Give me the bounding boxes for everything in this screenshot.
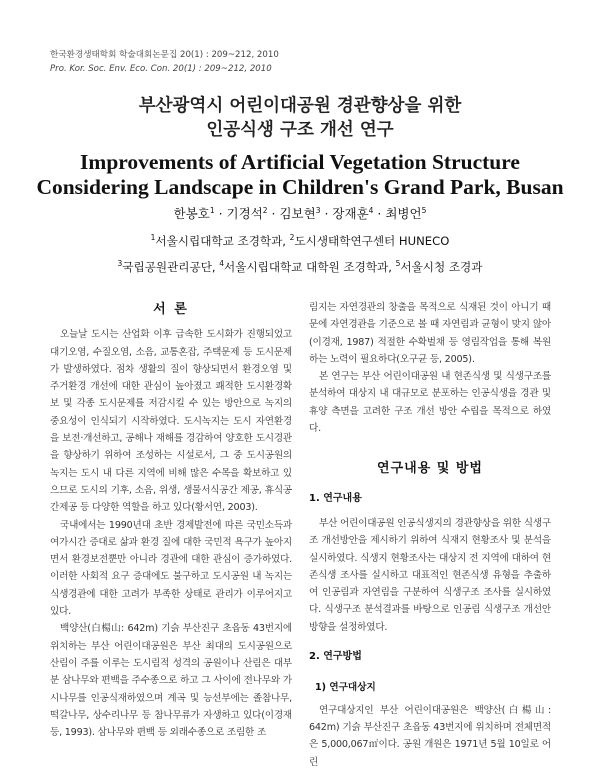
- affiliation-mark: 4: [219, 259, 225, 269]
- right-column: [309, 299, 551, 771]
- body-paragraph: 림지는 자연경관의 창출을 목적으로 식재된 것이 아니기 때문에 자연경관을 기준으로 볼 때 자연림과 균형이 맞지 않아(이경재, 1987) 적절한 수확벌채 등 영림작업을 통해 복원하는 노력이 필요하다(오구균 등, 2005).: [309, 302, 551, 365]
- author-affiliation-mark: 5: [421, 205, 427, 215]
- affiliation-text: 도시생태학연구센터 HUNECO: [294, 234, 450, 248]
- affiliation-mark: 2: [289, 233, 295, 243]
- journal-citation-en: Pro. Kor. Soc. Env. Eco. Con. 20(1) : 209~212, 2010: [50, 64, 272, 74]
- affiliation-line-1: [0, 233, 600, 249]
- author-name: 김보현: [279, 206, 316, 221]
- affiliation-text: 서울시립대학교 대학원 조경학과,: [224, 260, 396, 274]
- body-paragraph: 오늘날 도시는 산업화 이후 급속한 도시화가 진행되었고 대기오염, 수질오염, 소음, 교통혼잡, 주택문제 등 도시문제가 발생하였다. 점차 생활의 질이 향상되면서 환경오염 및 주거환경 개선에 대한 관심이 높아졌고 쾌적한 도시환경확보 및 각종 도시문제를 저감시킬 수 있는 방안으로 녹지의 중요성이 인식되기 시작하였다. 도시녹지는 도시 자연환경을 보전·개선하고, 공해나 재해를 경감하여 양호한 도시경관을 향상하기 위하여 조성하는 시설로서, 그 중 도시공원의 녹지는 도시 내 다른 지역에 비해 많은 수목을 확보하고 있으므로 도시의 기후, 소음, 위생, 생물서식공간 제공, 휴식공간제공 등 다양한 역할을 하고 있다(황서연, 2003).: [50, 329, 292, 514]
- affiliation-line-2: [0, 259, 600, 275]
- author-separator: ·: [320, 206, 333, 221]
- author-name: 장재훈: [332, 206, 369, 221]
- journal-header: [50, 48, 279, 76]
- author-name: 최병언: [385, 206, 422, 221]
- affiliation-text: 서울시립대학교 조경학과,: [155, 234, 290, 248]
- english-title: [0, 150, 600, 200]
- affiliation-mark: 5: [395, 259, 401, 269]
- author-name: 한봉호: [173, 206, 210, 221]
- body-paragraph: 백양산(白楊山: 642m) 기슭 부산진구 초읍동 43번지에 위치하는 부산 어린이대공원은 부산 최대의 도시공원으로 산림이 주를 이루는 도시림적 성격의 공원이나 산림은 대부분 삼나무와 편백을 주수종으로 하고 그 사이에 전나무와 가시나무를 인공식재하였으며 계곡 및 능선부에는 졸참나무, 떡갈나무, 상수리나무 등 참나무류가 자생하고 있다(이경재 등, 1993). 삼나무와 편백 등 외래수종으로 조림한 조: [50, 623, 292, 739]
- korean-title: [0, 94, 600, 142]
- author-separator: ·: [214, 206, 227, 221]
- english-title-line-2: Considering Landscape in Children's Grand Park, Busan: [36, 175, 564, 199]
- body-paragraph: 본 연구는 부산 어린이대공원 내 현존식생 및 식생구조를 분석하여 대상지 내 대규모로 분포하는 인공식생을 경관 및 휴양 측면을 고려한 구조 개선 방안 수립을 목적으로 하였다.: [309, 371, 551, 435]
- affiliation-mark: 3: [117, 259, 123, 269]
- korean-title-line-1: 부산광역시 어린이대공원 경관향상을 위한: [138, 96, 462, 116]
- author-separator: ·: [373, 206, 386, 221]
- author-separator: ·: [267, 206, 280, 221]
- subsection-item-title-study-site: 1) 연구대상지: [315, 682, 376, 694]
- affiliation-mark: 1: [150, 233, 156, 243]
- subsection-title-research-content: 1. 연구내용: [309, 492, 362, 504]
- section-heading-methods: 연구내용 및 방법: [377, 461, 483, 477]
- author-affiliation-mark: 3: [315, 205, 321, 215]
- left-column: [50, 299, 292, 741]
- english-title-line-1: Improvements of Artificial Vegetation Structure: [80, 150, 520, 174]
- subsection-title-research-method: 2. 연구방법: [309, 651, 362, 663]
- body-paragraph: 국내에서는 1990년대 초반 경제발전에 따른 국민소득과 여가시간 증대로 삶과 환경 질에 대한 국민적 욕구가 높아지면서 환경보전뿐만 아니라 경관에 대한 관심이 증가하였다. 이러한 사회적 요구 증대에도 불구하고 도시공원 내 녹지는 식생경관에 대한 고려가 부족한 상태로 관리가 이루어지고 있다.: [50, 519, 292, 618]
- body-paragraph: 연구대상지인 부산 어린이대공원은 백양산(白楊山: 642m) 기슭 부산진구 초읍동 43번지에 위치하며 전체면적은 5,000,067㎡이다. 공원 개원은 1971년 5월 10일로 어린: [309, 704, 551, 768]
- journal-citation-ko: 한국환경생태학회 학술대회논문집 20(1) : 209~212, 2010: [50, 50, 279, 60]
- author-list: [0, 204, 600, 222]
- affiliation-text: 서울시청 조경과: [400, 260, 483, 274]
- body-paragraph: 부산 어린이대공원 인공식생지의 경관향상을 위한 식생구조 개선방안을 제시하기 위하여 식재지 현황조사 및 분석을 실시하였다. 식생지 현황조사는 대상지 전 지역에 대하여 현존식생 조사를 실시하고 대표적인 현존식생 유형을 추출하여 인공림과 자연림을 구분하여 식생구조 조사를 실시하였다. 식생구조 분석결과를 바탕으로 인공림 식생구조 개선안 방향을 설정하였다.: [309, 517, 551, 633]
- author-affiliation-mark: 4: [368, 205, 374, 215]
- korean-title-line-2: 인공식생 구조 개선 연구: [206, 120, 394, 140]
- author-name: 기경석: [226, 206, 263, 221]
- affiliation-text: 국립공원관리공단,: [122, 260, 220, 274]
- author-affiliation-mark: 2: [262, 205, 268, 215]
- author-affiliation-mark: 1: [209, 205, 215, 215]
- section-heading-introduction: 서 론: [153, 302, 189, 317]
